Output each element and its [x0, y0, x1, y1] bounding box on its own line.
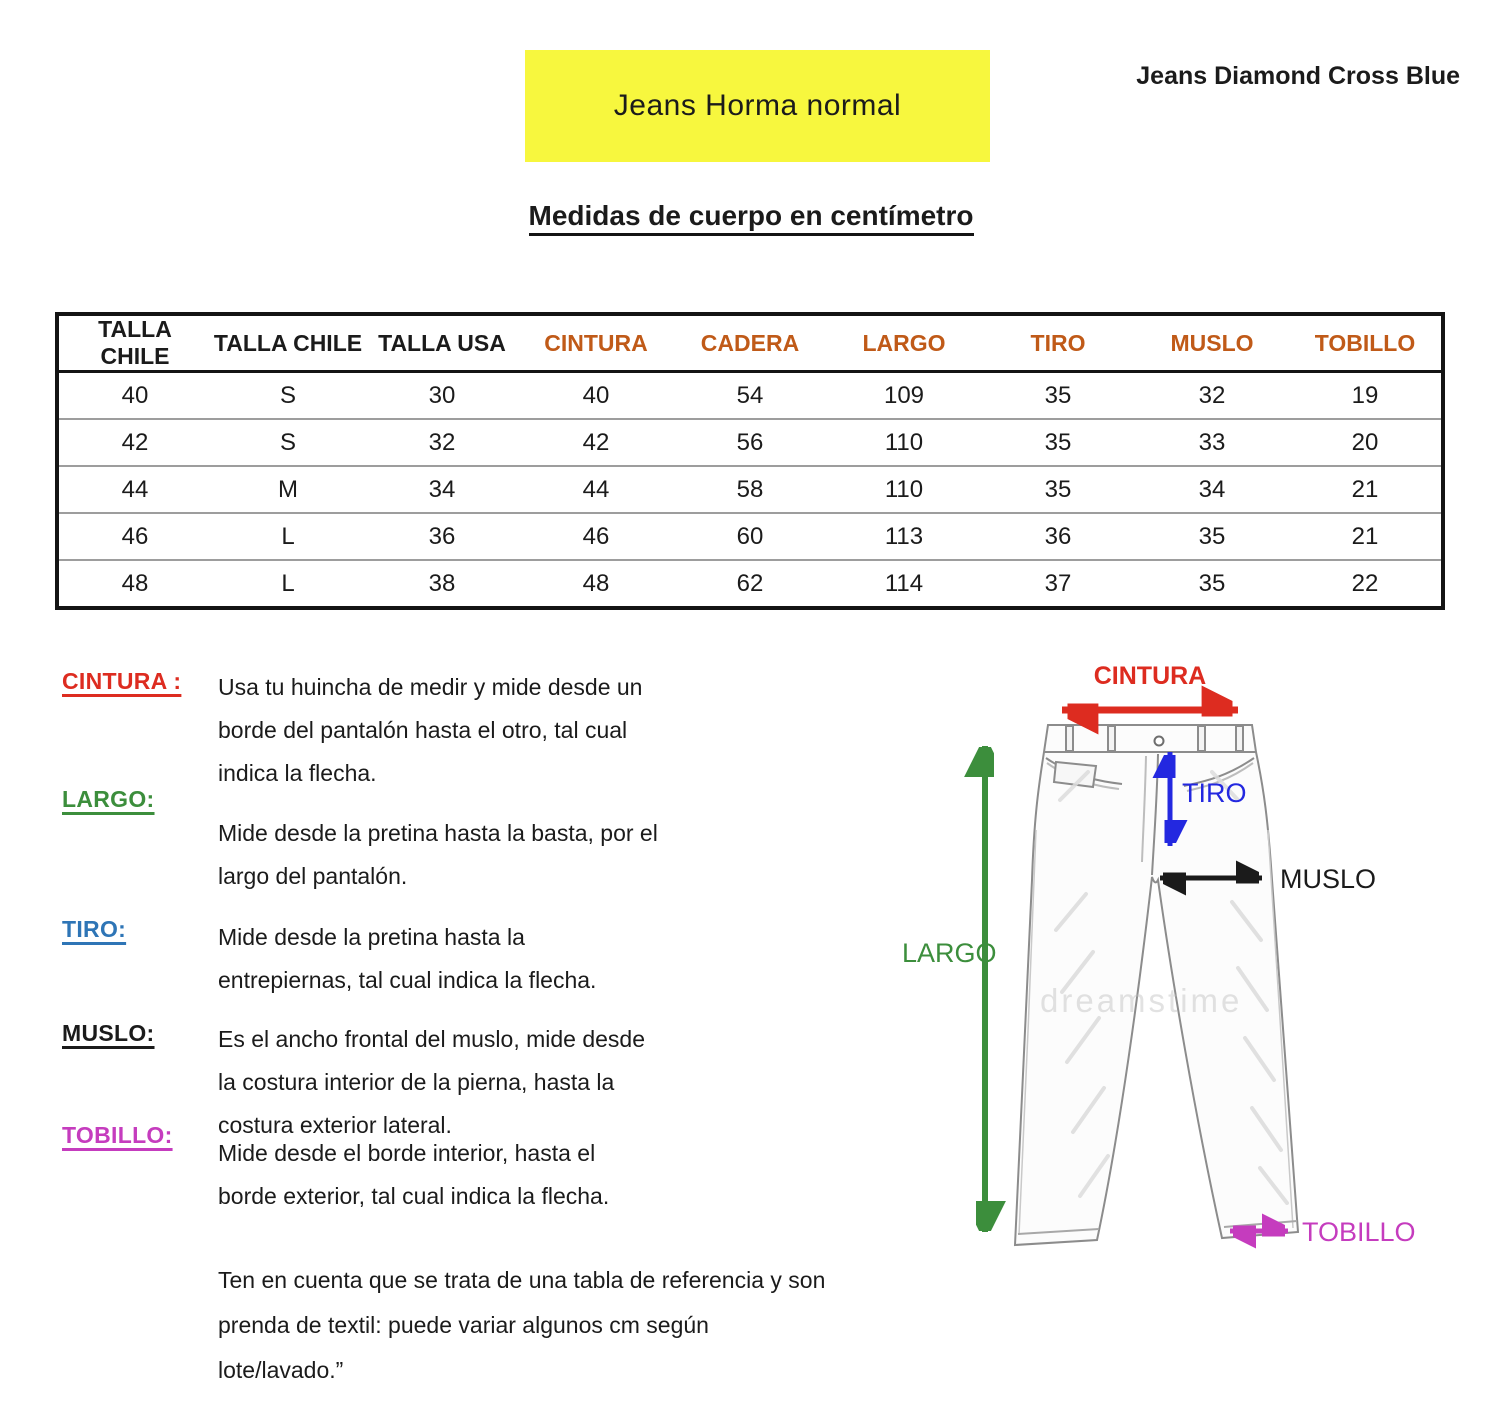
table-row: 46 L 36 46 60 113 36 35 21: [57, 513, 1443, 560]
col-header-tiro: TIRO: [981, 314, 1135, 372]
tiro-label: TIRO: [1182, 778, 1247, 808]
definition-desc-muslo: Es el ancho frontal del muslo, mide desde la costura interior de la pierna, hasta la costura exterior lateral.: [218, 1026, 646, 1138]
muslo-label: MUSLO: [1280, 864, 1377, 894]
definition-term-tobillo: TOBILLO:: [62, 1122, 173, 1148]
col-header-largo: LARGO: [827, 314, 981, 372]
col-header-cadera: CADERA: [673, 314, 827, 372]
product-name: Jeans Diamond Cross Blue: [1136, 62, 1460, 90]
col-header-muslo: MUSLO: [1135, 314, 1289, 372]
largo-label: LARGO: [902, 938, 997, 968]
title-text: Jeans Horma normal: [613, 89, 902, 122]
table-row: 44 M 34 44 58 110 35 34 21: [57, 466, 1443, 513]
definition-term-tiro: TIRO:: [62, 916, 127, 942]
section-heading: Medidas de cuerpo en centímetro: [0, 200, 1502, 232]
table-row: 42 S 32 42 56 110 35 33 20: [57, 419, 1443, 466]
definition-desc-tiro: Mide desde la pretina hasta la entrepiernas, tal cual indica la flecha.: [218, 924, 597, 993]
definition-term-cintura: CINTURA :: [62, 668, 182, 694]
watermark-text: dreamstime: [1040, 982, 1243, 1019]
definition-term-largo: LARGO:: [62, 786, 155, 812]
definition-desc-largo: Mide desde la pretina hasta la basta, por el largo del pantalón.: [218, 820, 658, 889]
table-row: 40 S 30 40 54 109 35 32 19: [121, 381, 1379, 409]
col-header-cintura: CINTURA: [519, 314, 673, 372]
cintura-label: CINTURA: [1093, 662, 1207, 690]
reference-note: Ten en cuenta que se trata de una tabla de referencia y son prenda de textil: puede variar algunos cm según lote/lavado.”: [218, 1267, 826, 1383]
col-header-talla-chile-1: TALLA CHILE: [57, 314, 211, 372]
col-header-talla-chile-2: TALLA CHILE: [211, 314, 365, 372]
tobillo-label: TOBILLO: [1302, 1217, 1416, 1247]
col-header-tobillo: TOBILLO: [1289, 314, 1443, 372]
highlighted-title: [525, 50, 990, 162]
definition-term-muslo: MUSLO:: [62, 1020, 155, 1046]
table-row: 48 L 38 48 62 114 37 35 22: [57, 560, 1443, 608]
definition-desc-cintura: Usa tu huincha de medir y mide desde un borde del pantalón hasta el otro, tal cual indica la flecha.: [218, 674, 643, 786]
size-table: [55, 312, 1445, 610]
col-header-talla-usa: TALLA USA: [365, 314, 519, 372]
jeans-measurement-diagram: [860, 650, 1440, 1290]
definition-desc-tobillo: Mide desde el borde interior, hasta el borde exterior, tal cual indica la flecha.: [218, 1140, 610, 1209]
size-table-header: [57, 314, 1443, 372]
